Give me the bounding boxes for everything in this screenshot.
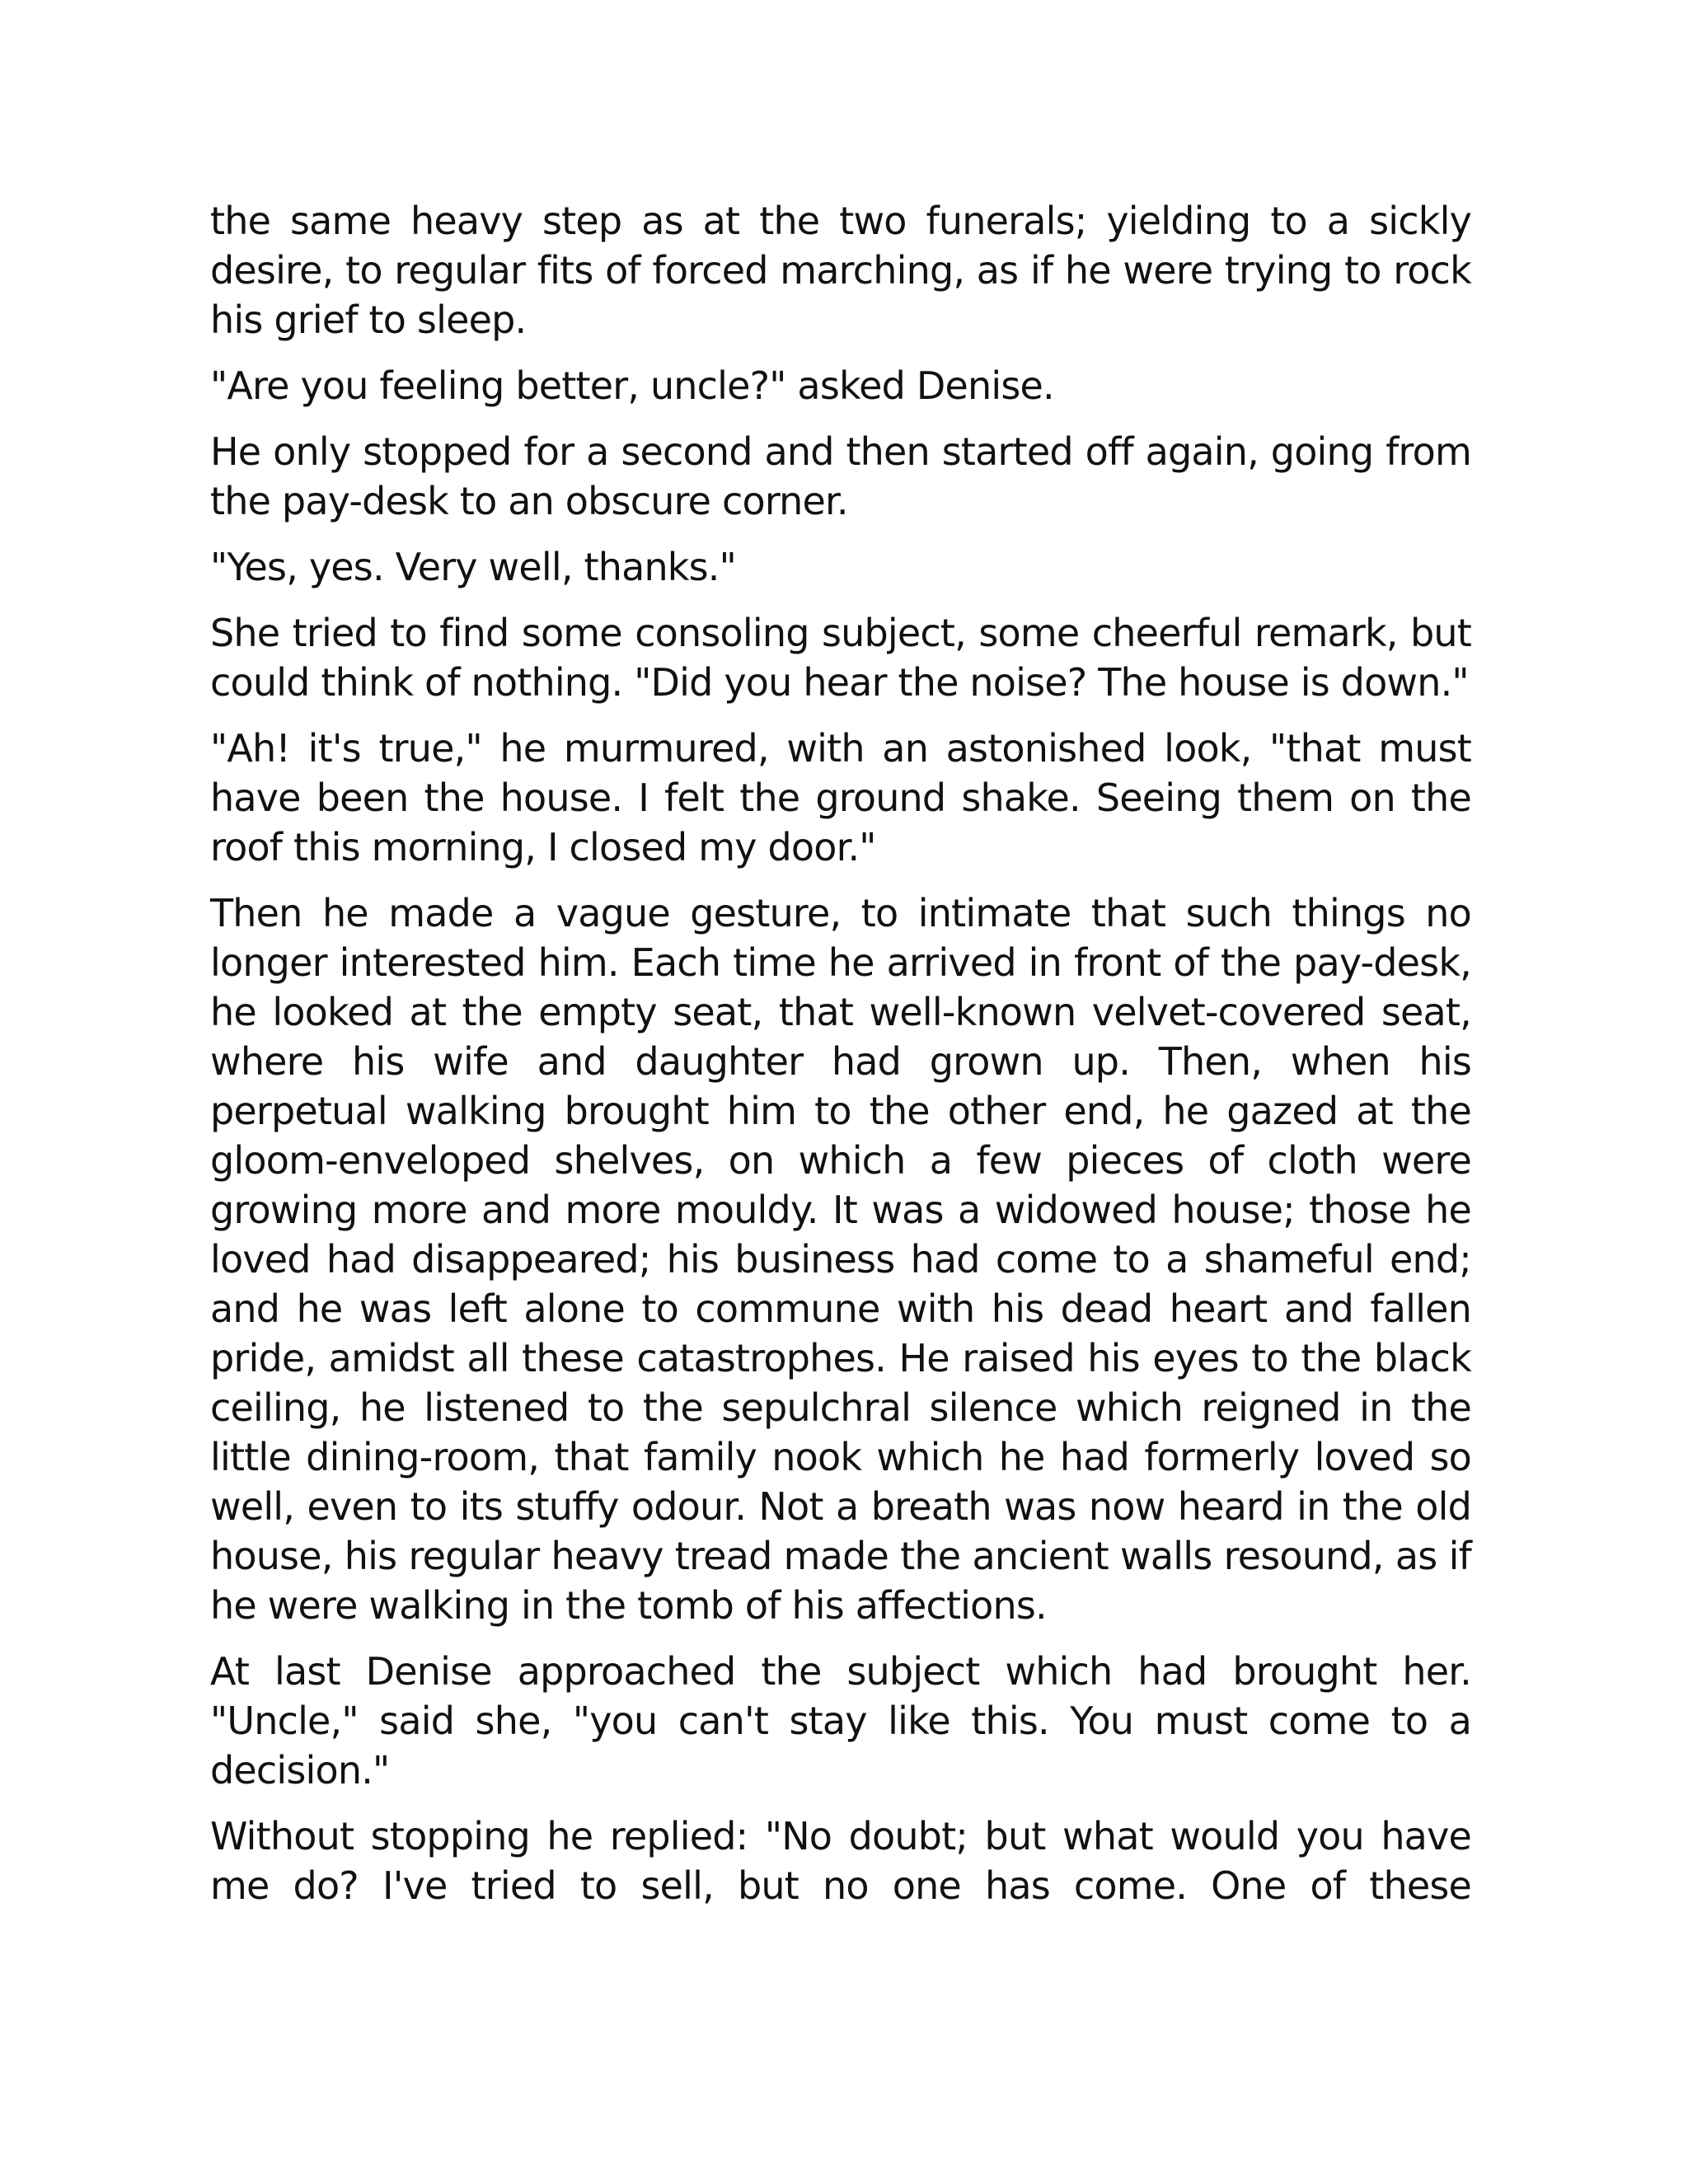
paragraph-3: He only stopped for a second and then started off again, going from the pay-desk to an obscure corner. [210, 429, 1471, 523]
paragraph-6: "Ah! it's true," he murmured, with an astonished look, "that must have been the house. I felt the ground shake. Seeing them on the roof this morning, I closed my door." [210, 726, 1471, 869]
paragraph-1: the same heavy step as at the two funerals; yielding to a sickly desire, to regular fits of forced marching, as if he were trying to rock his grief to sleep. [210, 199, 1471, 342]
paragraph-4: "Yes, yes. Very well, thanks." [210, 545, 736, 589]
paragraph-7: Then he made a vague gesture, to intimate that such things no longer interested him. Each time he arrived in front of the pay-desk, he looked at the empty seat, that well-known velvet-covered seat, where his wife and daughter had grown up. Then, when his perpetual walking brought him to the other end, he gazed at the gloom-enveloped shelves, on which a few pieces of cloth were growing more and more mouldy. It was a widowed house; those he loved had disappeared; his business had come to a shameful end; and he was left alone to commune with his dead heart and fallen pride, amidst all these catastrophes. He raised his eyes to the black ceiling, he listened to the sepulchral silence which reigned in the little dining-room, that family nook which he had formerly loved so well, even to its stuffy odour. Not a breath was now heard in the old house, his regular heavy tread made the ancient walls resound, as if he were walking in the tomb of his affections. [210, 891, 1471, 1628]
paragraph-2: "Are you feeling better, uncle?" asked Denise. [210, 363, 1054, 408]
document-page [210, 196, 1471, 1927]
paragraph-8: At last Denise approached the subject which had brought her. "Uncle," said she, "you can't stay like this. You must come to a decision." [210, 1649, 1471, 1793]
paragraph-9: Without stopping he replied: "No doubt; but what would you have me do? I've tried to sell, but no one has come. One of these [210, 1814, 1471, 1908]
paragraph-5: She tried to find some consoling subject, some cheerful remark, but could think of nothing. "Did you hear the noise? The house is down." [210, 611, 1471, 705]
